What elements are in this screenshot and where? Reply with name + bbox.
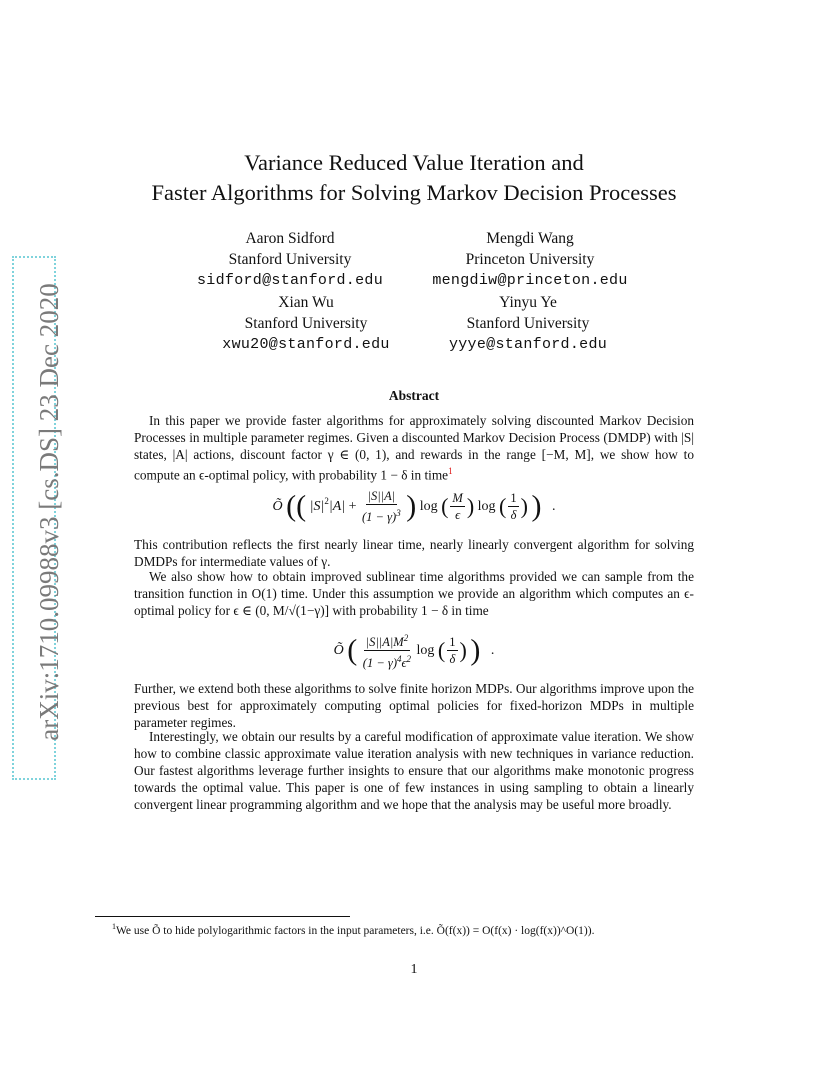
- author-block: [418, 292, 638, 355]
- author-block: [180, 228, 400, 291]
- author-name: Mengdi Wang: [486, 230, 574, 247]
- footnote-marker[interactable]: 1: [448, 466, 453, 476]
- arxiv-stamp: arXiv:1710.09988v3 [cs.DS] 23 Dec 2020: [34, 283, 64, 741]
- author-affiliation: Stanford University: [244, 315, 368, 332]
- abstract-p1-text: In this paper we provide faster algorithms for approximately solving discounted Markov Decision Processes in multiple parameter regimes. Given a discounted Markov Decision Process (DMDP) with |S| states, |A| actions, discount factor γ ∈ (0, 1), and rewards in the range [−M, M], we show how to compute an ϵ-optimal policy, with probability 1 − δ in time: [134, 413, 694, 483]
- complexity-formula-2: Õ ( $\frac{|S||A|M^2}{(1 - \gamma)^4\epsilon^2}$ log ( $\frac{1}{\delta}$ ) ) .: [0, 630, 828, 671]
- paper-title-line1: Variance Reduced Value Iteration and: [244, 150, 584, 175]
- abstract-p5-text: Interestingly, we obtain our results by a careful modification of approximate value iteration. We show how to combine classic approximate value iteration analysis with new techniques in variance reduction. Our fastest algorithms leverage further insights to ensure that our algorithms make monotonic progress towards the optimal value. This paper is one of few instances in using sampling to obtain a linearly convergent linear programming algorithm and we hope that the analysis may be useful more broadly.: [134, 729, 694, 812]
- abstract-p4-text: Further, we extend both these algorithms to solve finite horizon MDPs. Our algorithms improve upon the previous best for approximately computing optimal policies for fixed-horizon MDPs in multiple parameter regimes.: [134, 681, 694, 730]
- abstract-paragraph-4: [134, 680, 694, 731]
- footnote-rule: [95, 916, 350, 917]
- abstract-p2-text: This contribution reflects the first nearly linear time, nearly linearly convergent algorithm for solving DMDPs for intermediate values of γ.: [134, 537, 694, 569]
- abstract-p3-text: We also show how to obtain improved sublinear time algorithms provided we can sample from the transition function in O(1) time. Under this assumption we provide an algorithm which computes an ϵ-optimal policy for ϵ ∈ (0, M/√(1−γ)] with probability 1 − δ in time: [134, 569, 694, 618]
- author-email: mengdiw@princeton.edu: [432, 272, 628, 289]
- abstract-paragraph-5: [134, 728, 694, 813]
- author-affiliation: Princeton University: [465, 251, 595, 268]
- author-affiliation: Stanford University: [228, 251, 352, 268]
- author-affiliation: Stanford University: [466, 315, 590, 332]
- abstract-paragraph-1: [134, 412, 694, 483]
- abstract-heading: Abstract: [388, 388, 440, 403]
- footnote-text: We use Õ to hide polylogarithmic factors in the input parameters, i.e. Õ(f(x)) = O(f(x) · log(f(x))^O(1)).: [116, 924, 595, 937]
- author-block: [420, 228, 640, 291]
- abstract-paragraph-2: [134, 536, 694, 570]
- footnote: [112, 922, 712, 937]
- abstract-paragraph-3: [134, 568, 694, 619]
- footnote-number: 1: [112, 922, 116, 931]
- author-email: yyye@stanford.edu: [448, 336, 608, 353]
- paper-title-line2: Faster Algorithms for Solving Markov Decision Processes: [151, 180, 677, 205]
- author-name: Aaron Sidford: [245, 230, 335, 247]
- author-email: sidford@stanford.edu: [196, 272, 384, 289]
- author-block: [196, 292, 416, 355]
- page-number: 1: [410, 962, 418, 977]
- author-email: xwu20@stanford.edu: [222, 336, 390, 353]
- author-name: Yinyu Ye: [499, 294, 557, 311]
- author-name: Xian Wu: [278, 294, 334, 311]
- complexity-formula-1: Õ (( $|S|^2|A|$ + $\frac{|S||A|}{(1 - \gamma)^3}$ ) log ( $\frac{M}{\epsilon}$ ) log ( $\frac{1}{\delta}$ ) ) .: [272, 489, 556, 525]
